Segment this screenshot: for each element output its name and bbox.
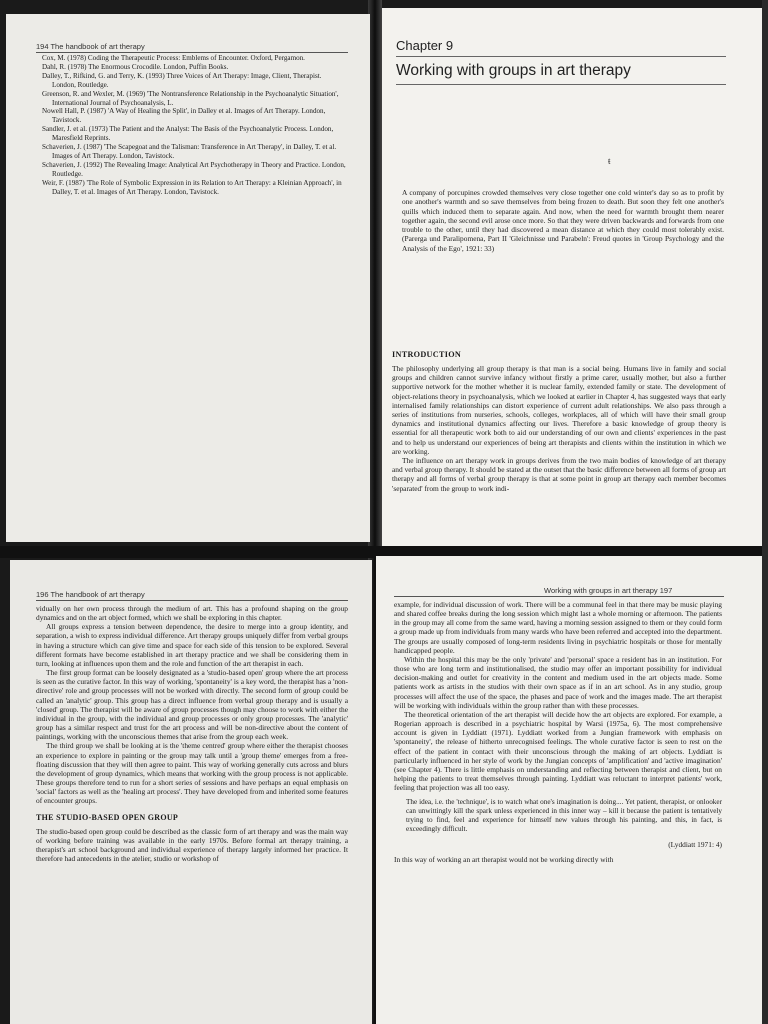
reference-list (42, 54, 347, 197)
tick-mark: ŧ (608, 156, 611, 166)
reference-item: Nowell Hall, P. (1987) 'A Way of Healing the Split', in Dalley et al. Images of Art Therapy. London, Tavistock. (42, 107, 326, 125)
running-head: Working with groups in art therapy 197 (544, 586, 673, 595)
chapter-rule (396, 56, 726, 57)
page-194 (6, 14, 370, 542)
reference-item: Dahl, R. (1978) The Enormous Crocodile. London, Puffin Books. (42, 62, 229, 71)
reference-item: Sandler, J. et al. (1973) The Patient and the Analyst: The Basis of the Psychoanalytic Process. London, Maresfield Reprints. (42, 125, 334, 143)
chapter-title: Working with groups in art therapy (396, 62, 631, 79)
paragraph: vidually on her own process through the medium of art. This has a profound shaping on the group dynamics and on the art object formed, which we shall be exploring in this chapter. (36, 604, 348, 623)
page-196 (10, 560, 372, 1024)
paragraph: example, for individual discussion of work. There will be a communal feel in that there may be music playing and shared coffee breaks during the long session which might last a whole morning or afternoon. The patients in the group may all come from the same ward, having a morning session assigned to them or they could form a group made up from individuals from many wards who have been referred and accepted into the department. The groups are usually composed of long-term residents living in psychiatric hospitals or those for mentally handicapped people. (394, 600, 722, 655)
page-195 (382, 8, 762, 546)
chapter-rule (396, 84, 726, 85)
body-text (36, 604, 348, 863)
paragraph: The studio-based open group could be described as the classic form of art therapy and was the main way of working before training was available in the early 1970s. Before formal art therapy training, a therapist's art school background and individual experience of therapy largely informed her practice. It therefore had antecedents in the atelier, studio or workshop of (36, 826, 348, 864)
head-rule (394, 596, 724, 597)
quote-citation: (Lyddiatt 1971: 4) (668, 840, 722, 850)
reference-item: Schaverien, J. (1992) The Revealing Image: Analytical Art Psychotherapy in Theory and Practice. London, Routledge. (42, 160, 346, 178)
section-heading: THE STUDIO-BASED OPEN GROUP (36, 813, 179, 823)
reference-item: Cox, M. (1978) Coding the Therapeutic Process: Emblems of Encounter. Oxford, Pergamon. (42, 54, 305, 62)
running-head: 196 The handbook of art therapy (36, 590, 145, 599)
paragraph: The influence on art therapy work in groups derives from the two main bodies of knowledge of art therapy and verbal group therapy. It should be stated at the outset that the basic difference between all forms of group art therapy and all forms of verbal group therapy is that at some point in group art therapy each member becomes 'separated' from the group to work indi- (392, 456, 726, 493)
reference-item: Greenson, R. and Wexler, M. (1969) 'The Nontransference Relationship in the Psychoanalytic Situation', International Journal of Psychoanalysis, L. (42, 89, 339, 107)
paragraph: The first group format can be loosely designated as a 'studio-based open' group where the art process is seen as the curative factor. In this way of working, 'spontaneity' is a key word, the therapist has a 'non-directive' role and group processes will not be worked with directly. The second form of group could be called an 'analytic' group. This group has a direct influence from verbal group therapy and is usually a 'closed' group. The therapist will be aware of group processes though may choose to work with either the individual in the group, with the individual and group processes or only group processes. The 'analytic' group has a similar respect and trust for the art process and will be non-directive about the content of paintings, working with the unconscious themes that arise from the group each week. (36, 668, 348, 742)
reference-item: Dalley, T., Rifkind, G. and Terry, K. (1993) Three Voices of Art Therapy: Image, Client, Therapist. London, Routledge. (42, 71, 322, 89)
head-rule (36, 600, 348, 601)
block-quote: The idea, i.e. the 'technique', is to watch what one's imagination is doing.... Yet patient, therapist, or onlooker can unwittingly kill the spark unless experienced in this inner way – kill it because the patient is tentatively trying to find, feel and experience for himself new values through his painting, and this, in fact, is exceedingly difficult. (406, 798, 722, 834)
epigraph: A company of porcupines crowded themselves very close together one cold winter's day so as to profit by one another's warmth and so save themselves from being frozen to death. But soon they felt one another's quills which induced them to separate again. And now, when the need for warmth brought them nearer together again, the second evil arose once more. So that they were driven backwards and forwards from one trouble to the other, until they had discovered a mean distance at which they could most tolerably exist. (Parerga und Paralipomena, Part II 'Gleichnisse und Parabeln': Freud quotes in 'Group Psychology and the Analysis of the Ego', 1921: 33) (402, 188, 724, 253)
section-heading: INTRODUCTION (392, 350, 462, 359)
body-text (394, 600, 722, 865)
head-rule (36, 52, 348, 53)
scan-edge (762, 0, 768, 1024)
page-197 (376, 556, 762, 1024)
body-text (392, 364, 726, 493)
reference-item: Schaverien, J. (1987) 'The Scapegoat and the Talisman: Transference in Art Therapy', in Dalley, T. et al. Images of Art Therapy. London, Tavistock. (42, 143, 337, 160)
running-head: 194 The handbook of art therapy (36, 42, 145, 51)
paragraph: The philosophy underlying all group therapy is that man is a social being. Humans live in family and social groups and children cannot survive infancy without firstly a prime carer, usually mother, but also a further supportive network for the mother whether it is nuclear family, extended family or state. The development of object-relations theory in psychoanalysis, which we looked at earlier in Chapter 4, has suggested ways that early internalised family relationships can distort experience of current adult relationships. We also pass through a series of institutions from nurseries, schools, colleges, workplaces, all of which will have their small group dynamics and institutional dynamics affecting our lives. Therefore a basic knowledge of group theory is essential for all therapeutic work both to aid our understanding of our own and clients' experiences in the past and to help us understand our experiences of being art therapists and clients within the institution in which we are working. (392, 364, 726, 456)
paragraph: All groups express a tension between dependence, the desire to merge into a group identity, and separation, a wish to express individual difference. Art therapy groups uniquely differ from verbal groups in having a structure which can give time and space for each side of this tension to be explored. Several different formats have become established in art therapy practice and we shall be considering them in turn, looking at influences upon them and the role and function of the art therapist in each. (36, 622, 348, 668)
paragraph: The theoretical orientation of the art therapist will decide how the art objects are explored. For example, a Rogerian approach is described in a psychiatric hospital by Warsi (1975a, 6). The most comprehensive account is given in Lyddiatt (1971). Lyddiatt worked from a Jungian framework with emphasis on 'spontaneity', the release of hitherto unrecognised feelings. The whole curative factor is seen to rest on the effect of the patient in contact with their unconscious through the making of art objects. Lyddiatt is particularly influenced in her style of work by the Jungian concepts of 'amplification' and 'active imagination' (see Chapter 4). There is little emphasis on understanding and reflecting between therapist and client, but on helping the patients to treat themselves through painting. Lyddiatt was reluctant to interpret patients' work, feeling that projection was all too easy. (394, 709, 722, 793)
paragraph: The third group we shall be looking at is the 'theme centred' group where either the therapist chooses an experience to explore in painting or the group may talk until a 'group theme' emerges from a free-floating discussion that they will then agree to paint. This way of working generally cuts across and blurs the development of group dynamics, which means that working with the group process is not applicable. These groups therefore tend to run for a short series of sessions and have perhaps an equal emphasis on 'social' factors as well as the 'healing art process'. They have developed from and inherited some features of encounter groups. (36, 741, 348, 806)
paragraph: Within the hospital this may be the only 'private' and 'personal' space a resident has in an institution. For those who are long term and institutionalised, the studio may offer an important possibility for individual decision-making and outlet for creativity in the content and medium used in the art objects made. Some patients work as artists in the studios with their own space as if in an art school. As in any studio, group processes will affect the use of the space, the phases and pace of work and the images made. The art therapist will be working with individuals within the group rather than with these processes. (394, 654, 722, 710)
reference-item: Weir, F. (1987) 'The Role of Symbolic Expression in its Relation to Art Therapy: a Kleinian Approach', in Dalley, T. et al. Images of Art Therapy. London, Tavistock. (42, 178, 342, 196)
chapter-label: Chapter 9 (396, 38, 454, 53)
paragraph: In this way of working an art therapist would not be working directly with (394, 855, 614, 865)
